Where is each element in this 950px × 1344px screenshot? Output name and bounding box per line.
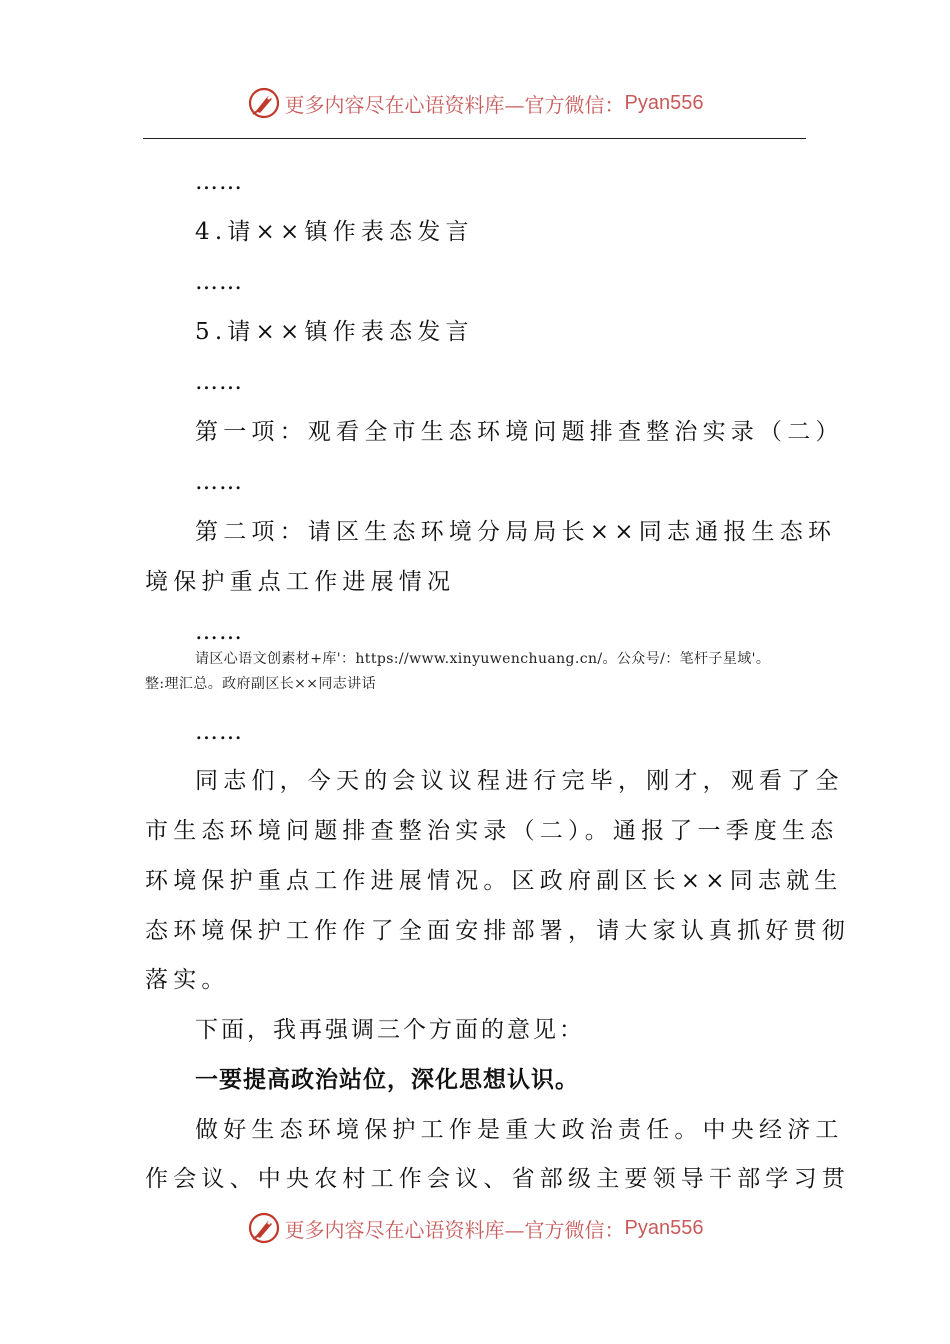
footer-banner: [0, 1206, 950, 1250]
ellipsis-4: ……: [195, 469, 243, 495]
summary-line-5: 落实。: [145, 967, 230, 993]
summary-line-4: 态环境保护工作作了全面安排部署，请大家认真抓好贯彻: [145, 918, 850, 944]
header-banner-text: 更多内容尽在心语资料库—官方微信：: [284, 92, 625, 117]
pen-nib-logo-icon: [247, 86, 281, 120]
ellipsis-2: ……: [195, 269, 243, 295]
agenda-section-2-line-1: 第二项：请区生态环境分局局长××同志通报生态环: [195, 519, 837, 545]
agenda-item-5: 5.请××镇作表态发言: [195, 319, 474, 345]
paragraph-line-2: 作会议、中央农村工作会议、省部级主要领导干部学习贯: [145, 1166, 850, 1192]
watermark-line-1: 请区心语文创素材+库'：https://www.xinyuwenchuang.cn/。公众号/：笔杆子星域'。: [195, 651, 771, 667]
agenda-section-1: 第一项：观看全市生态环境问题排查整治实录（二）: [195, 419, 844, 445]
header-wechat-id: Pyan556: [624, 91, 704, 114]
ellipsis-5: ……: [195, 619, 243, 645]
pen-nib-logo-icon: [247, 1211, 281, 1245]
ellipsis-3: ……: [195, 369, 243, 395]
watermark-line-2: 整:理汇总。政府副区长××同志讲话: [145, 676, 376, 692]
ellipsis-1: ……: [195, 169, 243, 195]
summary-line-2: 市生态环境问题排查整治实录（二）。通报了一季度生态: [145, 818, 839, 844]
section-heading-1: 一要提高政治站位，深化思想认识。: [195, 1067, 579, 1093]
summary-line-3: 环境保护重点工作进展情况。区政府副区长××同志就生: [145, 868, 843, 894]
header-divider: [143, 138, 806, 139]
summary-line-1: 同志们，今天的会议议程进行完毕，刚才，观看了全: [195, 768, 844, 794]
agenda-item-4: 4.请××镇作表态发言: [195, 219, 474, 245]
ellipsis-6: ……: [195, 719, 243, 745]
footer-wechat-id: Pyan556: [624, 1216, 704, 1239]
agenda-section-2-line-2: 境保护重点工作进展情况: [145, 569, 456, 595]
footer-banner-text: 更多内容尽在心语资料库—官方微信：: [284, 1217, 625, 1242]
header-banner: [0, 81, 950, 125]
intro-line: 下面，我再强调三个方面的意见：: [195, 1017, 585, 1043]
paragraph-line-1: 做好生态环境保护工作是重大政治责任。中央经济工: [195, 1117, 844, 1143]
